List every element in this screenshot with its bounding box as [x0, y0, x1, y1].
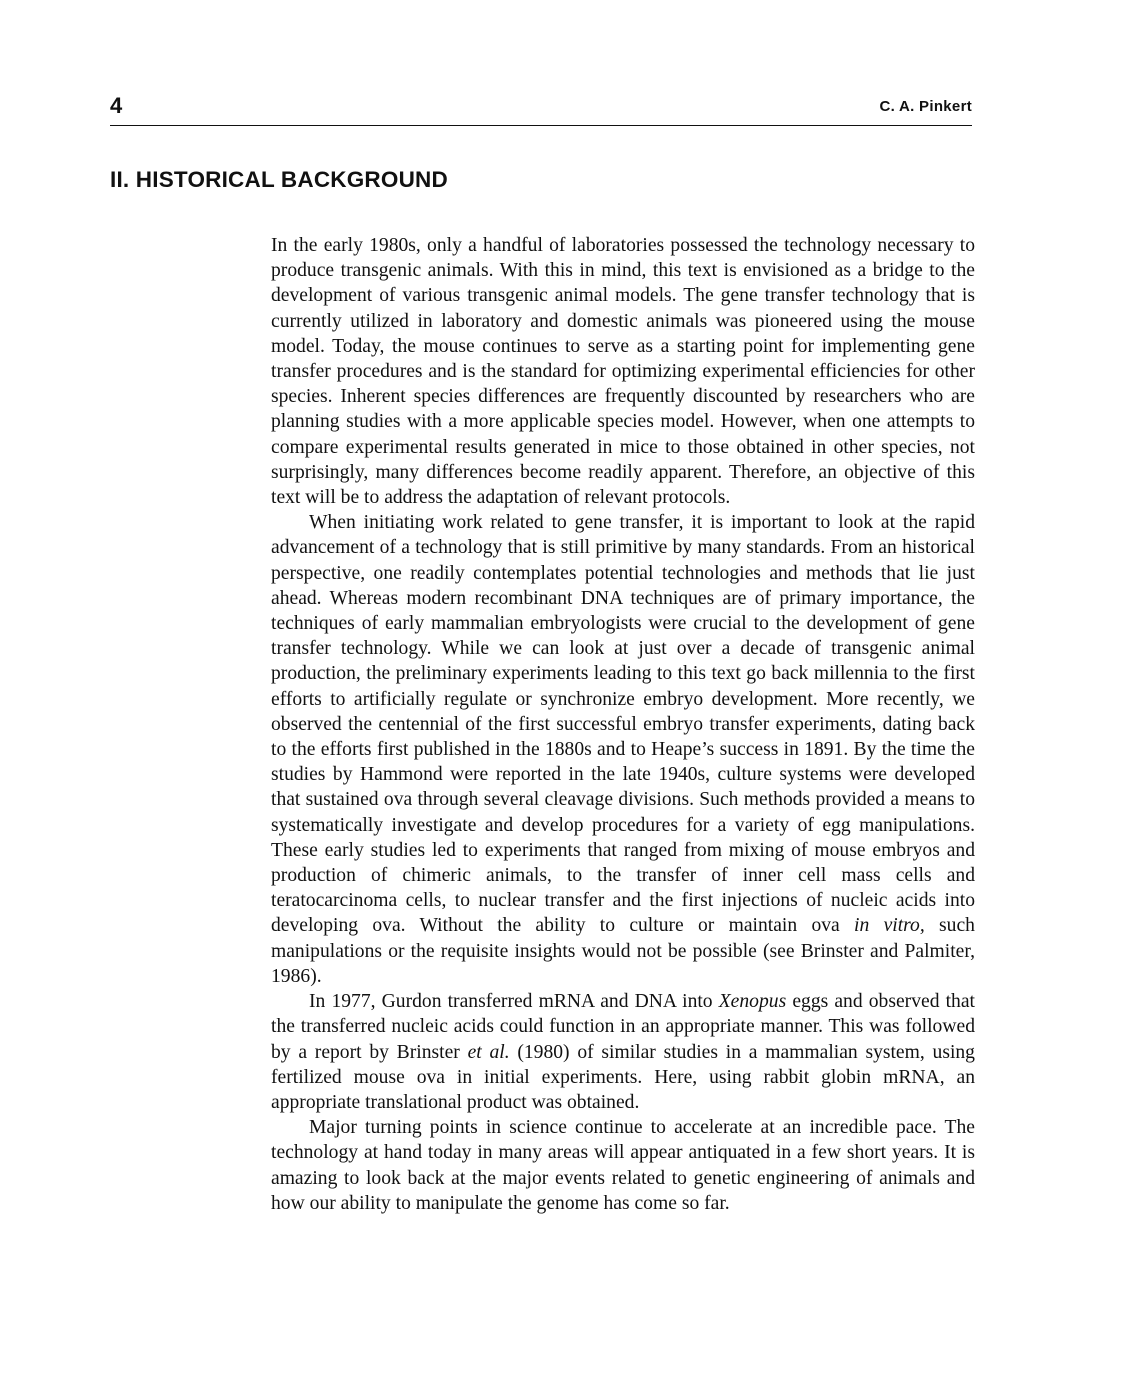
paragraph-4: [271, 1115, 975, 1216]
paragraph-3: [271, 989, 975, 1115]
running-header: [110, 94, 972, 120]
italic-term: et al.: [467, 1041, 510, 1063]
paragraph-segment: Major turning points in science continue to accelerate at an incredible pace. The technology at hand today in many areas will appear antiquated in a few short years. It is amazing to look back at the major events related to genetic engineering of animals and how our ability to manipulate the genome has come so far.: [271, 1117, 975, 1214]
running-head-author: C. A. Pinkert: [879, 98, 972, 115]
paragraph-segment: When initiating work related to gene transfer, it is important to look at the rapid advancement of a technology that is still primitive by many standards. From an historical perspective, one readily contemplates potential technologies and methods that lie just ahead. Whereas modern recombinant DNA techniques are of primary importance, the techniques of early mammalian embryologists were crucial to the development of gene transfer technology. While we can look at just over a decade of transgenic animal production, the preliminary experiments leading to this text go back millennia to the first efforts to artificially regulate or synchronize embryo development. More recently, we observed the centennial of the first successful embryo transfer experiments, dating back to the efforts first published in the 1880s and to Heape’s success in 1891. By the time the studies by Hammond were reported in the late 1940s, culture systems were developed that sustained ova through several cleavage divisions. Such methods provided a means to systematically investigate and develop procedures for a variety of egg manipulations. These early studies led to experiments that ranged from mixing of mouse embryos and production of chimeric animals, to the transfer of inner cell mass cells and teratocarcinoma cells, to nuclear transfer and the first injections of nucleic acids into developing ova. Without the ability to culture or maintain ova: [271, 512, 975, 937]
paragraph-segment: In the early 1980s, only a handful of laboratories possessed the technology necessary to produce transgenic animals. With this in mind, this text is envisioned as a bridge to the development of various transgenic animal models. The gene transfer technology that is currently utilized in laboratory and domestic animals was pioneered using the mouse model. Today, the mouse continues to serve as a starting point for implementing gene transfer procedures and is the standard for optimizing experimental efficiencies for other species. Inherent species differences are frequently discounted by researchers who are planning studies with a more applicable species model. However, when one attempts to compare experimental results generated in mice to those obtained in other species, not surprisingly, many differences become readily apparent. Therefore, an objective of this text will be to address the adaptation of relevant protocols.: [271, 235, 975, 509]
italic-term: in vitro,: [854, 915, 925, 937]
paragraph-segment: eggs and observed that the transferred nucleic acids could function in an appropriate manner. This was followed by a report by Brinster: [271, 991, 975, 1063]
body-text: [271, 233, 975, 1216]
page-number: 4: [110, 93, 123, 118]
italic-term: Xenopus: [718, 991, 787, 1013]
paragraph-segment: such manipulations or the requisite insights would not be possible (see Brinster and Palmiter, 1986).: [271, 915, 975, 987]
paragraph-2: [271, 510, 975, 989]
section-heading: II. HISTORICAL BACKGROUND: [110, 167, 448, 192]
paragraph-segment: (1980) of similar studies in a mammalian system, using fertilized mouse ova in initial experiments. Here, using rabbit globin mRNA, an appropriate translational product was obtained.: [271, 1041, 975, 1113]
header-rule: [110, 125, 972, 126]
paragraph-segment: In 1977, Gurdon transferred mRNA and DNA into: [309, 991, 719, 1013]
paragraph-1: [271, 233, 975, 510]
